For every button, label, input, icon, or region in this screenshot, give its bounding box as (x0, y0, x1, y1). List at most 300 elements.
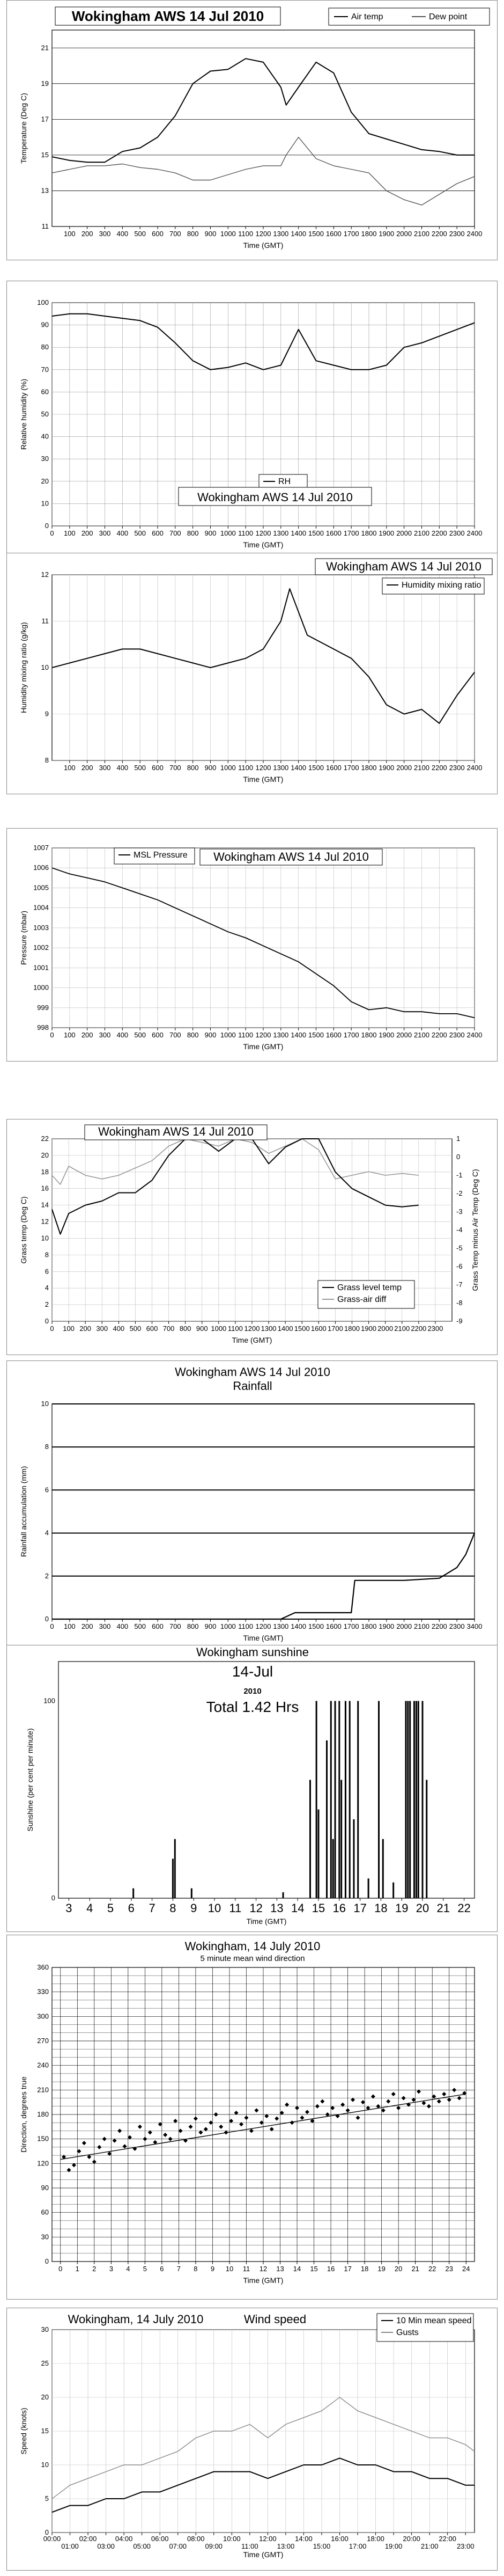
winddir-point (188, 2125, 192, 2129)
mix-y-tick-label: 9 (45, 709, 49, 718)
pressure-x-tick-label: 900 (204, 1031, 217, 1039)
mix-x-tick-label: 100 (63, 764, 76, 772)
winddir-y-tick-label: 270 (37, 2037, 49, 2045)
temp-x-tick-label: 2400 (466, 230, 483, 238)
grass-x-tick-label: 100 (63, 1324, 75, 1333)
rain-x-tick-label: 1400 (291, 1622, 307, 1630)
winddir-x-tick-label: 17 (344, 2265, 352, 2273)
pressure-y-tick-label: 998 (37, 1023, 49, 1031)
grass-x-tick-label: 1500 (294, 1324, 310, 1333)
rh-x-tick-label: 900 (204, 529, 217, 537)
windspeed-x-tick-label: 02:00 (79, 2535, 97, 2543)
windspeed-chart-panel (6, 2308, 498, 2571)
pressure-x-tick-label: 800 (187, 1031, 199, 1039)
winddir-chart-svg (7, 1935, 497, 2299)
temp-y-tick-label: 15 (41, 150, 49, 159)
windspeed-y-axis-label: Speed (knots) (19, 2407, 28, 2455)
sunshine-x-tick-label: 9 (190, 1901, 197, 1915)
rain-x-tick-label: 900 (204, 1622, 217, 1630)
windspeed-legend-label: Gusts (396, 2328, 419, 2337)
winddir-point (97, 2145, 101, 2149)
windspeed-x-tick-label: 09:00 (205, 2542, 223, 2550)
grass-title: Wokingham AWS 14 Jul 2010 (98, 1125, 254, 1138)
sunshine-bar (349, 1701, 351, 1899)
grass-x-tick-label: 2200 (411, 1324, 427, 1333)
grass-x-tick-label: 800 (179, 1324, 191, 1333)
rh-x-tick-label: 2200 (431, 529, 447, 537)
temp-y-tick-label: 11 (41, 222, 49, 230)
mix-x-tick-label: 400 (116, 764, 129, 772)
sunshine-bar (392, 1883, 394, 1898)
rain-title: Wokingham AWS 14 Jul 2010 (175, 1365, 330, 1379)
pressure-x-tick-label: 1300 (273, 1031, 289, 1039)
grass-chart-svg (7, 1119, 497, 1355)
mix-y-tick-label: 12 (41, 570, 49, 579)
rain-y-tick-label: 10 (41, 1400, 49, 1408)
winddir-point (102, 2137, 107, 2141)
sunshine-bar (326, 1740, 328, 1898)
winddir-x-tick-label: 23 (445, 2265, 453, 2273)
mix-y-tick-label: 11 (41, 617, 49, 625)
mix-x-tick-label: 2000 (396, 764, 412, 772)
rain-x-tick-label: 600 (152, 1622, 164, 1630)
grass-y2-tick-label: -3 (456, 1208, 463, 1216)
winddir-point (82, 2141, 86, 2145)
sunshine-bar (338, 1701, 340, 1899)
temp-x-axis-label: Time (GMT) (243, 241, 284, 250)
sunshine-bar (316, 1701, 317, 1899)
rh-x-tick-label: 1400 (291, 529, 307, 537)
windspeed-x-tick-label: 14:00 (295, 2535, 313, 2543)
sunshine-x-tick-label: 18 (374, 1901, 388, 1915)
pressure-x-tick-label: 1700 (343, 1031, 359, 1039)
rh-y-tick-label: 60 (41, 387, 49, 396)
sunshine-x-tick-label: 14 (291, 1901, 305, 1915)
winddir-x-tick-label: 20 (394, 2265, 403, 2273)
sunshine-x-axis-label: Time (GMT) (246, 1917, 287, 1926)
winddir-point (447, 2098, 451, 2102)
grass-x-tick-label: 2300 (427, 1324, 443, 1333)
sunshine-bar (332, 1839, 334, 1898)
rain-y-tick-label: 4 (45, 1528, 49, 1537)
temp-legend-label: Air temp (351, 12, 383, 21)
rain-x-tick-label: 200 (81, 1622, 93, 1630)
mix-chart-svg (7, 553, 497, 794)
temp-x-tick-label: 100 (63, 230, 76, 238)
grass-x-tick-label: 500 (129, 1324, 142, 1333)
windspeed-x-tick-label: 13:00 (277, 2542, 295, 2550)
winddir-x-tick-label: 15 (310, 2265, 318, 2273)
sunshine-bar (368, 1878, 369, 1898)
winddir-point (290, 2120, 294, 2125)
rh-x-tick-label: 2000 (396, 529, 412, 537)
sunshine-y-axis-label: Sunshine (per cent per minute) (26, 1728, 34, 1832)
winddir-point (402, 2096, 406, 2101)
rh-x-tick-label: 1300 (273, 529, 289, 537)
rh-y-tick-label: 100 (37, 298, 49, 306)
sunshine-x-tick-label: 12 (249, 1901, 263, 1915)
rh-x-tick-label: 1800 (361, 529, 377, 537)
rh-chart-svg (7, 281, 497, 559)
windspeed-x-tick-label: 21:00 (420, 2542, 439, 2550)
grass-y-tick-label: 2 (45, 1300, 49, 1309)
temp-chart-panel (6, 0, 498, 260)
temp-x-tick-label: 200 (81, 230, 93, 238)
grass-x-tick-label: 600 (146, 1324, 158, 1333)
winddir-x-tick-label: 2 (92, 2265, 97, 2273)
grass-x-tick-label: 1900 (361, 1324, 377, 1333)
sunshine-chart-svg (7, 1645, 497, 1931)
winddir-point (260, 2120, 264, 2125)
winddir-point (356, 2116, 360, 2120)
pressure-x-tick-label: 500 (134, 1031, 146, 1039)
winddir-point (452, 2088, 456, 2092)
rh-y-tick-label: 90 (41, 320, 49, 329)
temp-x-tick-label: 1100 (238, 230, 254, 238)
temp-title: Wokingham AWS 14 Jul 2010 (71, 8, 264, 24)
rh-x-tick-label: 0 (50, 529, 54, 537)
rain-y-tick-label: 0 (45, 1615, 49, 1623)
grass-y-tick-label: 18 (41, 1167, 49, 1176)
winddir-y-tick-label: 360 (37, 1963, 49, 1971)
windspeed-chart-svg (7, 2308, 497, 2570)
rain-x-tick-label: 700 (169, 1622, 181, 1630)
grass-y2-tick-label: 0 (456, 1153, 461, 1161)
pressure-y-tick-label: 1002 (33, 943, 49, 952)
winddir-y-axis-label: Direction, degrees true (19, 2076, 28, 2153)
sunshine-bar (283, 1892, 284, 1898)
grass-x-tick-label: 0 (50, 1324, 54, 1333)
grass-y2-tick-label: -5 (456, 1244, 463, 1252)
sunshine-bar (172, 1859, 174, 1899)
mix-y-tick-label: 8 (45, 756, 49, 764)
temp-x-tick-label: 1300 (273, 230, 289, 238)
mix-legend-label: Humidity mixing ratio (402, 581, 481, 590)
rain-y-tick-label: 6 (45, 1485, 49, 1494)
grass-x-tick-label: 1200 (244, 1324, 260, 1333)
rain-x-tick-label: 2200 (431, 1622, 447, 1630)
temp-y-axis-label: Temperature (Deg C) (19, 93, 28, 164)
rain-x-tick-label: 1600 (325, 1622, 342, 1630)
sunshine-x-tick-label: 5 (107, 1901, 114, 1915)
rain-x-axis-label: Time (GMT) (243, 1634, 284, 1642)
rain-x-tick-label: 2100 (414, 1622, 429, 1630)
grass-y2-axis-label: Grass Temp minus Air Temp (Deg C) (471, 1169, 479, 1291)
winddir-point (295, 2106, 299, 2110)
rain-chart-panel (6, 1360, 498, 1653)
grass-x-tick-label: 1100 (227, 1324, 243, 1333)
winddir-y-tick-label: 210 (37, 2085, 49, 2094)
winddir-point (198, 2130, 203, 2134)
sunshine-bar (340, 1780, 342, 1899)
mix-x-tick-label: 500 (134, 764, 146, 772)
rain-chart-svg (7, 1361, 497, 1652)
grass-x-tick-label: 900 (196, 1324, 208, 1333)
temp-x-tick-label: 2200 (431, 230, 447, 238)
rh-legend-label: RH (278, 477, 291, 486)
sunshine-bar (357, 1701, 359, 1899)
pressure-x-tick-label: 1400 (291, 1031, 307, 1039)
rh-x-tick-label: 700 (169, 529, 181, 537)
sunshine-bar (418, 1701, 419, 1899)
windspeed-x-tick-label: 10:00 (223, 2535, 241, 2543)
sunshine-bar (409, 1701, 411, 1899)
winddir-point (351, 2098, 355, 2102)
rh-x-tick-label: 200 (81, 529, 93, 537)
windspeed-series-line-mean (52, 2458, 475, 2512)
pressure-y-tick-label: 1001 (33, 963, 49, 972)
winddir-point (77, 2149, 81, 2154)
pressure-y-tick-label: 1007 (33, 844, 49, 852)
grass-y-tick-label: 0 (45, 1317, 49, 1325)
windspeed-subtitle: Wind speed (243, 2312, 307, 2326)
winddir-y-tick-label: 0 (45, 2257, 49, 2265)
temp-x-tick-label: 1900 (379, 230, 395, 238)
windspeed-x-tick-label: 03:00 (97, 2542, 115, 2550)
sunshine-total: Total 1.42 Hrs (206, 1699, 299, 1715)
sunshine-bar (191, 1889, 192, 1898)
winddir-point (305, 2110, 309, 2114)
windspeed-x-tick-label: 17:00 (349, 2542, 367, 2550)
winddir-point (437, 2099, 441, 2104)
mix-x-tick-label: 900 (204, 764, 217, 772)
winddir-y-tick-label: 330 (37, 1987, 49, 1996)
temp-x-tick-label: 1800 (361, 230, 377, 238)
winddir-x-tick-label: 5 (143, 2265, 147, 2273)
winddir-point (179, 2128, 183, 2133)
winddir-point (381, 2108, 386, 2112)
sunshine-x-tick-label: 11 (229, 1901, 242, 1915)
rh-x-tick-label: 500 (134, 529, 146, 537)
sunshine-date: 14-Jul (232, 1663, 273, 1680)
grass-y-tick-label: 22 (41, 1135, 49, 1143)
windspeed-y-tick-label: 30 (41, 2325, 49, 2333)
grass-y2-tick-label: -9 (456, 1317, 463, 1325)
temp-y-tick-label: 21 (41, 43, 49, 52)
rh-y-tick-label: 40 (41, 432, 49, 441)
windspeed-x-tick-label: 05:00 (133, 2542, 151, 2550)
temp-x-tick-label: 1400 (291, 230, 307, 238)
winddir-x-tick-label: 12 (259, 2265, 268, 2273)
temp-x-tick-label: 2000 (396, 230, 412, 238)
sunshine-x-tick-label: 20 (416, 1901, 429, 1915)
windspeed-x-axis-label: Time (GMT) (243, 2550, 284, 2559)
pressure-x-tick-label: 2000 (396, 1031, 412, 1039)
pressure-x-tick-label: 700 (169, 1031, 181, 1039)
mix-x-tick-label: 1200 (255, 764, 271, 772)
winddir-x-tick-label: 13 (276, 2265, 284, 2273)
rh-x-axis-label: Time (GMT) (243, 540, 284, 549)
sunshine-plot-frame (58, 1662, 475, 1898)
pressure-x-tick-label: 0 (50, 1031, 54, 1039)
grass-y2-tick-label: -4 (456, 1226, 463, 1234)
grass-y2-tick-label: 1 (456, 1135, 461, 1143)
grass-y-tick-label: 16 (41, 1184, 49, 1192)
sunshine-bar (405, 1701, 406, 1899)
pressure-y-tick-label: 1005 (33, 883, 49, 892)
rain-x-tick-label: 1500 (308, 1622, 324, 1630)
winddir-x-tick-label: 9 (210, 2265, 215, 2273)
pressure-x-tick-label: 400 (116, 1031, 129, 1039)
pressure-x-tick-label: 2100 (414, 1031, 429, 1039)
sunshine-year: 2010 (243, 1687, 262, 1696)
mix-chart-panel (6, 553, 498, 794)
rain-x-tick-label: 800 (187, 1622, 199, 1630)
winddir-x-tick-label: 0 (58, 2265, 63, 2273)
winddir-point (209, 2120, 213, 2125)
mix-x-tick-label: 1600 (325, 764, 342, 772)
rain-x-tick-label: 0 (50, 1622, 54, 1630)
mix-x-tick-label: 1000 (220, 764, 236, 772)
rh-x-tick-label: 800 (187, 529, 199, 537)
temp-x-tick-label: 900 (204, 230, 217, 238)
grass-chart-panel (6, 1119, 498, 1355)
sunshine-bar (353, 1819, 354, 1898)
winddir-point (143, 2137, 147, 2141)
mix-x-tick-label: 1300 (273, 764, 289, 772)
temp-series-line-dew (52, 137, 475, 206)
winddir-x-tick-label: 19 (377, 2265, 386, 2273)
temp-x-tick-label: 1000 (220, 230, 236, 238)
sunshine-bar (426, 1780, 427, 1899)
winddir-point (107, 2151, 112, 2156)
grass-x-tick-label: 2100 (394, 1324, 410, 1333)
winddir-point (173, 2119, 177, 2123)
rain-x-tick-label: 1300 (273, 1622, 289, 1630)
temp-x-tick-label: 2300 (449, 230, 465, 238)
windspeed-x-tick-label: 16:00 (331, 2535, 349, 2543)
mix-y-tick-label: 10 (41, 663, 49, 671)
temp-y-tick-label: 17 (41, 115, 49, 123)
grass-y-tick-label: 14 (41, 1201, 49, 1209)
windspeed-x-tick-label: 06:00 (151, 2535, 169, 2543)
winddir-point (391, 2092, 396, 2096)
pressure-x-tick-label: 1200 (255, 1031, 271, 1039)
sunshine-x-tick-label: 7 (149, 1901, 155, 1915)
grass-x-tick-label: 1000 (211, 1324, 227, 1333)
grass-x-tick-label: 400 (113, 1324, 125, 1333)
grass-y2-tick-label: -6 (456, 1262, 463, 1270)
sunshine-bar (318, 1810, 320, 1898)
grass-y2-tick-label: -8 (456, 1299, 463, 1307)
sunshine-x-tick-label: 22 (457, 1901, 471, 1915)
temp-x-tick-label: 700 (169, 230, 181, 238)
mix-x-tick-label: 1800 (361, 764, 377, 772)
winddir-point (412, 2098, 416, 2102)
winddir-point (386, 2099, 390, 2104)
winddir-point (224, 2130, 228, 2134)
rh-x-tick-label: 1100 (238, 529, 254, 537)
windspeed-x-tick-label: 11:00 (241, 2542, 258, 2550)
grass-x-tick-label: 300 (96, 1324, 108, 1333)
rh-chart-panel (6, 281, 498, 560)
winddir-title: Wokingham, 14 July 2010 (184, 1940, 321, 1953)
grass-x-tick-label: 200 (79, 1324, 92, 1333)
windspeed-x-tick-label: 22:00 (439, 2535, 456, 2543)
winddir-x-tick-label: 18 (360, 2265, 369, 2273)
sunshine-chart-panel (6, 1645, 498, 1932)
winddir-point (194, 2117, 198, 2121)
windspeed-series-line-gusts (52, 2397, 475, 2499)
rh-y-tick-label: 30 (41, 455, 49, 463)
winddir-point (457, 2096, 462, 2101)
rain-x-tick-label: 3400 (466, 1622, 483, 1630)
rain-y-tick-label: 8 (45, 1443, 49, 1451)
winddir-point (361, 2100, 365, 2104)
winddir-point (204, 2127, 208, 2131)
rh-x-tick-label: 1200 (255, 529, 271, 537)
pressure-x-tick-label: 600 (152, 1031, 164, 1039)
winddir-point (315, 2104, 320, 2109)
windspeed-x-tick-label: 18:00 (367, 2535, 384, 2543)
rain-x-tick-label: 400 (116, 1622, 129, 1630)
pressure-y-tick-label: 1004 (33, 903, 49, 912)
winddir-point (219, 2125, 223, 2129)
winddir-x-tick-label: 16 (327, 2265, 335, 2273)
pressure-x-tick-label: 1900 (379, 1031, 395, 1039)
rh-x-tick-label: 100 (63, 529, 76, 537)
winddir-x-tick-label: 21 (411, 2265, 419, 2273)
windspeed-x-tick-label: 07:00 (169, 2542, 187, 2550)
temp-x-tick-label: 500 (134, 230, 146, 238)
windspeed-y-tick-label: 25 (41, 2359, 49, 2367)
winddir-point (442, 2092, 446, 2096)
grass-y-axis-label: Grass temp (Deg C) (19, 1196, 28, 1264)
windspeed-x-tick-label: 04:00 (115, 2535, 133, 2543)
winddir-x-tick-label: 8 (194, 2265, 198, 2273)
windspeed-y-tick-label: 5 (45, 2494, 49, 2502)
mix-x-tick-label: 800 (187, 764, 199, 772)
winddir-point (285, 2103, 289, 2107)
winddir-y-tick-label: 90 (41, 2184, 49, 2192)
winddir-y-tick-label: 240 (37, 2061, 49, 2069)
pressure-y-tick-label: 1000 (33, 983, 49, 992)
pressure-x-tick-label: 2200 (431, 1031, 447, 1039)
rh-x-tick-label: 1600 (325, 529, 342, 537)
rh-x-tick-label: 1700 (343, 529, 359, 537)
pressure-x-axis-label: Time (GMT) (243, 1042, 284, 1051)
sunshine-x-tick-label: 16 (332, 1901, 346, 1915)
winddir-y-tick-label: 30 (41, 2233, 49, 2241)
pressure-chart-svg (7, 829, 497, 1061)
rh-x-tick-label: 2300 (449, 529, 465, 537)
winddir-point (275, 2117, 279, 2121)
winddir-point (87, 2155, 91, 2159)
pressure-y-tick-label: 1003 (33, 923, 49, 932)
winddir-x-tick-label: 10 (225, 2265, 234, 2273)
pressure-y-axis-label: Pressure (mbar) (19, 910, 28, 965)
grass-x-tick-label: 1700 (327, 1324, 343, 1333)
rh-y-axis-label: Relative humidity (%) (19, 378, 28, 450)
temp-legend-label: Dew point (429, 12, 468, 21)
grass-y2-tick-label: -1 (456, 1171, 463, 1179)
rh-y-tick-label: 70 (41, 365, 49, 374)
pressure-y-tick-label: 999 (37, 1003, 49, 1012)
pressure-x-tick-label: 1500 (308, 1031, 324, 1039)
sunshine-bar (132, 1889, 134, 1898)
winddir-x-tick-label: 14 (293, 2265, 301, 2273)
winddir-point (249, 2128, 254, 2133)
grass-x-tick-label: 2000 (377, 1324, 394, 1333)
temp-x-tick-label: 1700 (343, 230, 359, 238)
winddir-point (427, 2104, 431, 2109)
winddir-point (123, 2144, 127, 2148)
mix-y-axis-label: Humidity mixing ratio (g/kg) (19, 622, 28, 713)
pressure-x-tick-label: 300 (99, 1031, 111, 1039)
winddir-point (396, 2106, 401, 2110)
windspeed-x-tick-label: 15:00 (313, 2542, 331, 2550)
windspeed-x-tick-label: 23:00 (456, 2542, 475, 2550)
